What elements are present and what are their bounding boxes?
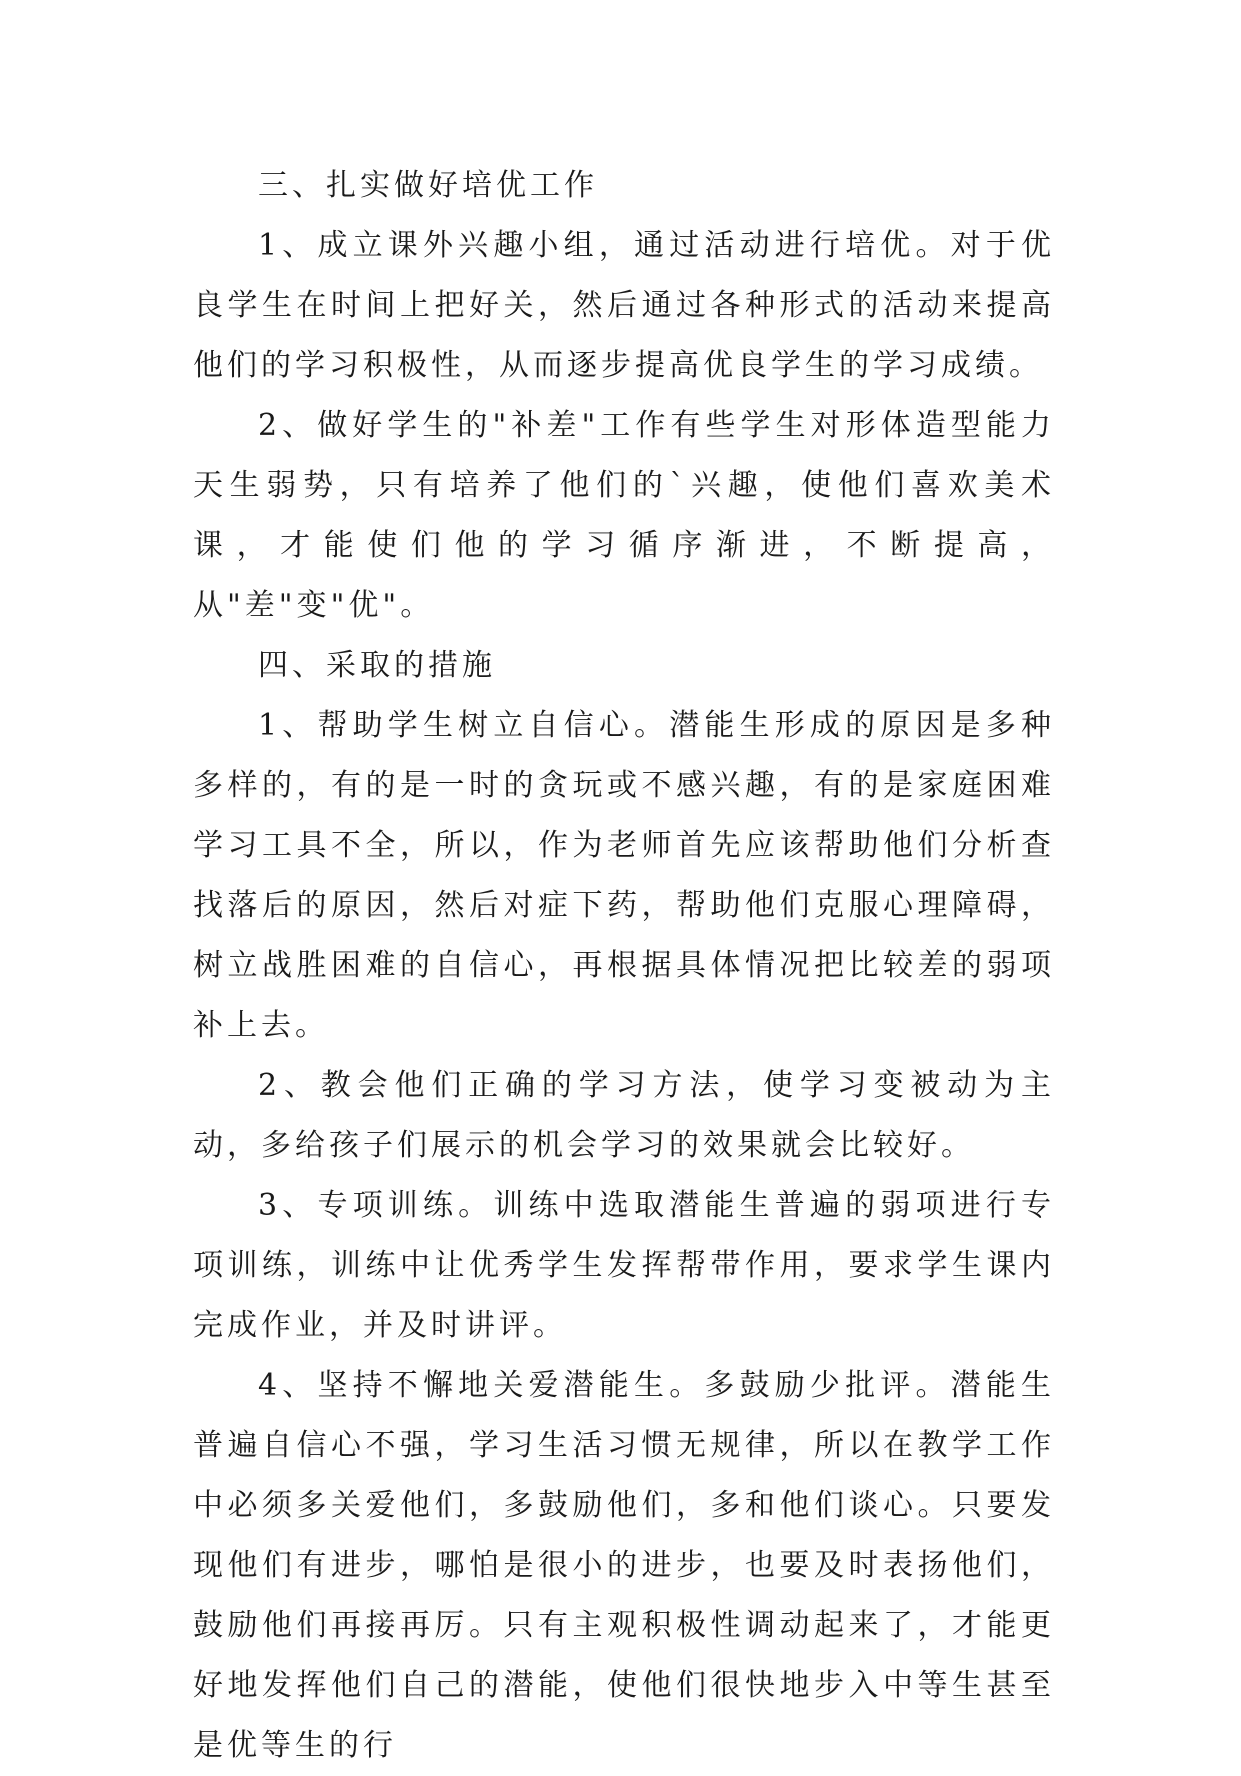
section-4-item-1: 1、帮助学生树立自信心。潜能生形成的原因是多种多样的，有的是一时的贪玩或不感兴趣，有的是家庭困难学习工具不全，所以，作为老师首先应该帮助他们分析查找落后的原因，然后对症下药，帮助他们克服心理障碍，树立战胜困难的自信心，再根据具体情况把比较差的弱项补上去。 — [193, 708, 1055, 1043]
section-3-item-1: 1、成立课外兴趣小组，通过活动进行培优。对于优良学生在时间上把好关，然后通过各种形式的活动来提高他们的学习积极性，从而逐步提高优良学生的学习成绩。 — [193, 228, 1055, 383]
section-4-item-4: 4、坚持不懈地关爱潜能生。多鼓励少批评。潜能生普遍自信心不强，学习生活习惯无规律，所以在教学工作中必须多关爱他们，多鼓励他们，多和他们谈心。只要发现他们有进步，哪怕是很小的进步，也要及时表扬他们，鼓励他们再接再厉。只有主观积极性调动起来了，才能更好地发挥他们自己的潜能，使他们很快地步入中等生甚至是优等生的行 — [193, 1368, 1055, 1763]
section-3-heading: 三、扎实做好培优工作 — [258, 168, 598, 203]
section-4-item-2: 2、教会他们正确的学习方法，使学习变被动为主动，多给孩子们展示的机会学习的效果就会比较好。 — [193, 1068, 1055, 1163]
section-4-heading: 四、采取的措施 — [258, 648, 496, 683]
section-3-item-2: 2、做好学生的"补差"工作有些学生对形体造型能力天生弱势，只有培养了他们的`兴趣，使他们喜欢美术课，才能使们他的学习循序渐进，不断提高，从"差"变"优"。 — [193, 408, 1055, 623]
document-body — [193, 156, 1055, 1776]
section-4-item-3: 3、专项训练。训练中选取潜能生普遍的弱项进行专项训练，训练中让优秀学生发挥帮带作用，要求学生课内完成作业，并及时讲评。 — [193, 1188, 1055, 1343]
